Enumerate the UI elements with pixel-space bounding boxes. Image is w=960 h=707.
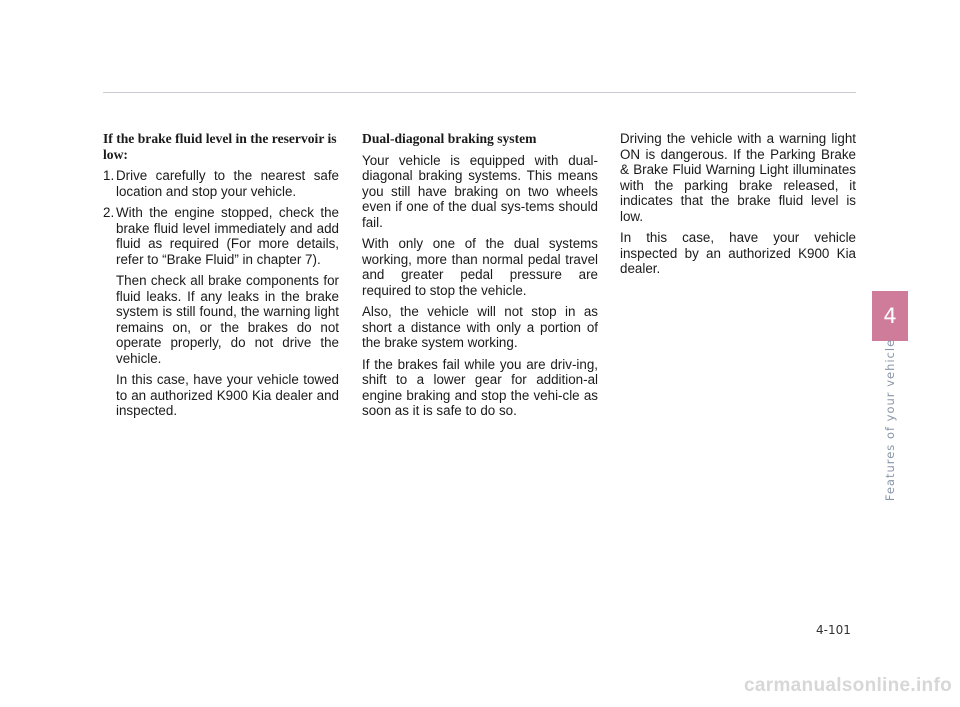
step-text: With the engine stopped, check the brake fluid level immediately and add fluid as required (For more details, refer to “Brake Fluid” in chapter 7). [116, 205, 339, 267]
section-heading: If the brake fluid level in the reservoir is low: [103, 131, 337, 162]
watermark: carmanualsonline.info [744, 675, 952, 696]
section-heading: Dual-diagonal braking system [362, 131, 537, 146]
column-dual-diagonal-braking [362, 131, 598, 425]
chapter-tab: 4 [872, 291, 908, 341]
body-paragraph: Driving the vehicle with a warning light ON is dangerous. If the Parking Brake & Brake Fluid Warning Light illuminates with the parking brake released, it indicates that the brake fluid level is low. [620, 131, 856, 224]
numbered-step [103, 168, 339, 199]
step-continuation: In this case, have your vehicle towed to an authorized K900 Kia dealer and inspected. [116, 372, 339, 418]
page-number: 4-101 [816, 623, 851, 637]
step-continuation: Then check all brake components for fluid leaks. If any leaks in the brake system is still found, the warning light remains on, or the brakes do not operate properly, do not drive the vehicle. [116, 273, 339, 366]
step-number: 2. [103, 205, 115, 220]
column-warning-light [620, 131, 856, 283]
body-paragraph: In this case, have your vehicle inspected by an authorized K900 Kia dealer. [620, 230, 856, 276]
step-text: Drive carefully to the nearest safe location and stop your vehicle. [116, 168, 339, 199]
body-paragraph: With only one of the dual systems working, more than normal pedal travel and greater pedal pressure are required to stop the vehicle. [362, 236, 598, 298]
body-paragraph: If the brakes fail while you are driv-ing, shift to a lower gear for addition-al engine braking and stop the vehi-cle as soon as it is safe to do so. [362, 356, 598, 418]
column-brake-fluid-low [103, 131, 339, 425]
numbered-step [103, 205, 339, 267]
header-rule [103, 92, 856, 93]
body-paragraph: Your vehicle is equipped with dual-diagonal braking systems. This means you still have braking on two wheels even if one of the dual sys-tems should fail. [362, 152, 598, 230]
body-paragraph: Also, the vehicle will not stop in as short a distance with only a portion of the brake system working. [362, 304, 598, 350]
chapter-title: Features of your vehicle [883, 338, 897, 502]
step-number: 1. [103, 168, 115, 183]
